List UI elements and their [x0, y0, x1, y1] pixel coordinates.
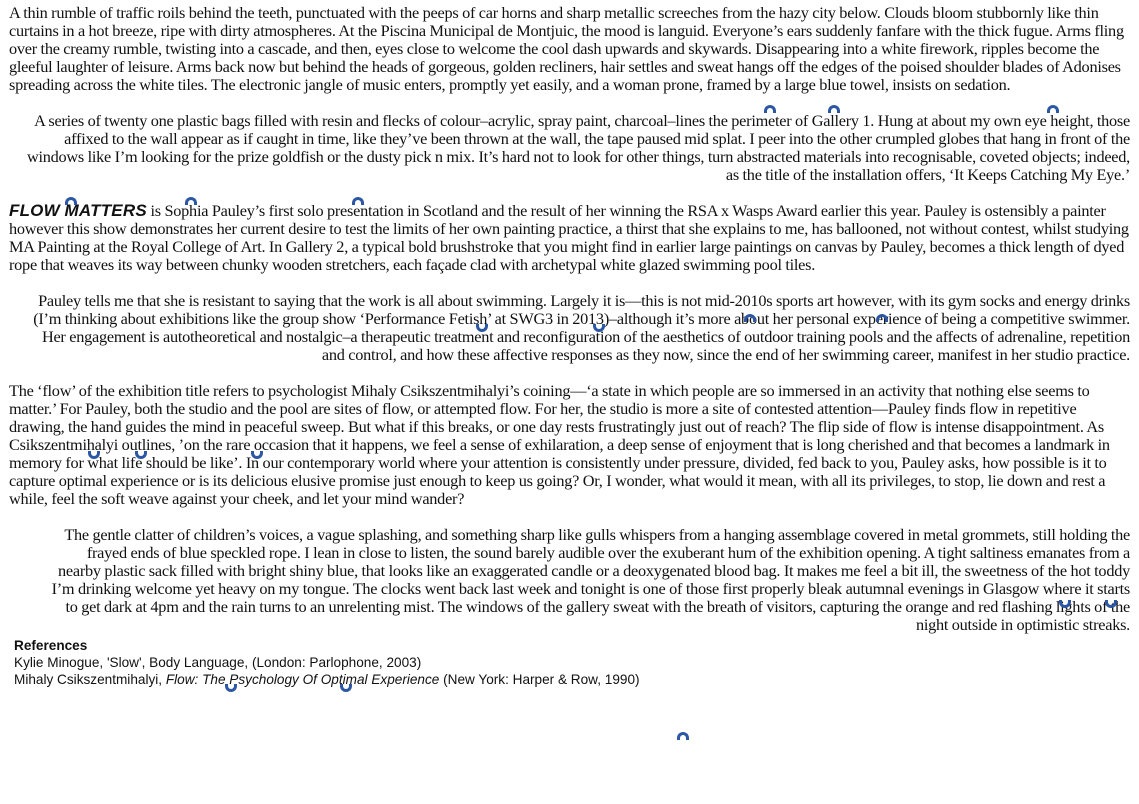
- flow-matters-text: is Sophia Pauley’s first solo presentation in Scotland and the result of her winning the RSA x Wasps Award earlier this year. Pauley is ostensibly a painter however this show demonstrates her current desire to test the limits of her own painting practice, a thirst that she explains to me, has ballooned, not without contest, whilst studying MA Painting at the Royal College of Art. In Gallery 2, a typical bold brushstroke that you might find in earlier large paintings on canvas by Pauley, becomes a thick length of dyed rope that weaves its way between chunky wooden stretchers, each façade clad with archetypal white glazed swimming pool tiles.: [9, 201, 1129, 274]
- reference-author: Mihaly Csikszentmihalyi,: [14, 672, 166, 687]
- blue-arc-mark: [744, 314, 756, 322]
- essay-page: [9, 4, 1130, 688]
- blue-arc-mark: [764, 105, 776, 113]
- paragraph-gallery-visit: The gentle clatter of children’s voices, a vague splashing, and something sharp like gulls whispers from a hanging assemblage covered in metal grommets, still holding the frayed ends of blue speckled rope. I lean in close to listen, the sound barely audible over the exuberant hum of the exhibition opening. A tight saltiness emanates from a nearby plastic sack filled with bright shiny blue, that looks like an exaggerated candle or a deoxygenated blood bag. It makes me feel a bit ill, the sweetness of the hot toddy I’m drinking welcome yet heavy on my tongue. The clocks went back last week and tonight is one of those first properly bleak autumnal evenings in Glasgow where it starts to get dark at 4pm and the rain turns to an unrelenting mist. The windows of the gallery sweat with the breath of visitors, capturing the orange and red flashing lights of the night outside in optimistic streaks.: [51, 525, 1130, 634]
- reference-publisher: (New York: Harper & Row, 1990): [439, 672, 640, 687]
- blue-arc-mark: [876, 314, 888, 322]
- blue-arc-mark: [1047, 105, 1059, 113]
- reference-csikszentmihalyi: [14, 671, 1130, 688]
- blue-arc-mark: [340, 684, 352, 692]
- blue-arc-mark: [185, 197, 197, 205]
- paragraph-piscina: A thin rumble of traffic roils behind the teeth, punctuated with the peeps of car horns and sharp metallic screeches from the hazy city below. Clouds bloom stubbornly like thin curtains in a hot breeze, ripe with dirty atmospheres. At the Piscina Municipal de Montjuic, the mood is languid. Everyone’s ears suddenly fanfare with the thick fugue. Arms fling over the creamy rumble, twisting into a cascade, and then, eyes close to welcome the cool dash upwards and skywards. Disappearing into a white firework, ripples become the gleeful laughter of leisure. Arms back now but behind the heads of gorgeous, golden recliners, hair settles and sweat hangs off the edges of the poised shoulder blades of Adonises spreading across the white tiles. The electronic jangle of music enters, promptly yet easily, and a woman prone, framed by a large blue towel, insists on sedation.: [9, 3, 1124, 94]
- blue-arc-mark: [352, 197, 364, 205]
- paragraph-plastic-bags: A series of twenty one plastic bags filled with resin and flecks of colour–acrylic, spray paint, charcoal–lines the perimeter of Gallery 1. Hung at about my own eye height, those affixed to the wall appear as if caught in time, like they’ve been thrown at the wall, the tape paused mid splat. I peer into the other crumpled globes that hang in front of the windows like I’m looking for the prize goldfish or the dusty pick n mix. It’s hard not to look for other things, turn abstracted materials into recognisable, coveted objects; indeed, as the title of the installation offers, ‘It Keeps Catching My Eye.’: [26, 111, 1130, 184]
- paragraph-swimming: Pauley tells me that she is resistant to saying that the work is all about swimming. Largely it is—this is not mid-2010s sports art however, with its gym socks and energy drinks (I’m thinking about exhibitions like the group show ‘Performance Fetish’ at SWG3 in 2013)–although it’s more about her personal experience of being a competitive swimmer. Her engagement is autotheoretical and nostalgic–a therapeutic treatment and reconfiguration of the aesthetics of outdoor training pools and the affects of adrenaline, repetition and control, and how these affective responses as they now, since the end of her swimming career, manifest in her studio practice.: [33, 291, 1130, 364]
- references-section: [9, 637, 1130, 688]
- blue-arc-mark: [225, 684, 237, 692]
- exhibition-title: FLOW MATTERS: [9, 201, 147, 220]
- paragraph-flow-matters: [9, 202, 1130, 274]
- references-title: References: [14, 638, 88, 653]
- reference-book-title: Flow: The Psychology Of Optimal Experience: [165, 672, 440, 687]
- paragraph-flow-concept: The ‘flow’ of the exhibition title refers to psychologist Mihaly Csikszentmihalyi’s coining—‘a state in which people are so immersed in an activity that nothing else seems to matter.’ For Pauley, both the studio and the pool are sites of flow, or attempted flow. For her, the studio is more a site of contested attention—Pauley finds flow in repetitive drawing, the hand guides the mind in peaceful sweep. But what if this breaks, or one day rests frustratingly just out of reach? The flip side of flow is intense disappointment. As Csikszentmihalyi outlines, ’on the rare occasion that it happens, we feel a sense of exhilaration, a deep sense of enjoyment that is long cherished and that becomes a landmark in memory for what life should be like’. In our contemporary world where your attention is consistently under pressure, divided, fed back to you, Pauley asks, how possible is it to capture optimal experience or is its delicious elusive promise just enough to keep us going? Or, I wonder, what would it mean, with all its privileges, to stop, lie down and rest a while, feel the soft weave against your cheek, and let your mind wander?: [9, 381, 1110, 508]
- blue-arc-mark: [828, 105, 840, 113]
- reference-minogue: Kylie Minogue, 'Slow', Body Language, (London: Parlophone, 2003): [14, 655, 422, 670]
- blue-arc-mark: [65, 197, 77, 205]
- blue-arc-mark: [677, 732, 689, 740]
